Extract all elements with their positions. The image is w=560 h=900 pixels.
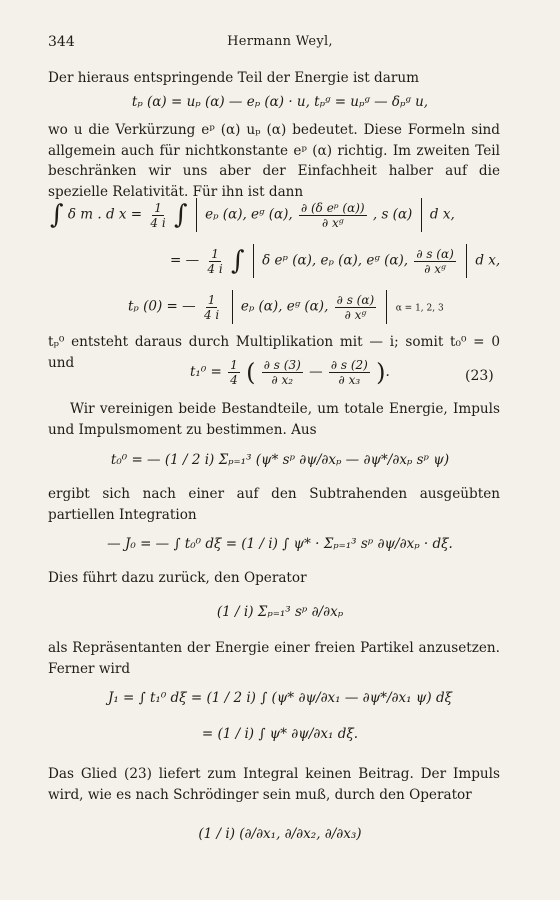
- equation-23: t₁⁰ = $\frac{1}{4}$ ( $\frac{\partial s (3)}{\text{∂ x₂}}$ — $\frac{\partial s (2)}{\text{∂ x₃}}$ ).: [190, 358, 390, 387]
- determinant-bar: [253, 244, 254, 278]
- equation-23-lhs: t₁⁰ =: [190, 364, 222, 380]
- equation-4-fraction: $\frac{\partial s (\alpha)}{\text{∂ xᵍ}}$: [336, 292, 375, 322]
- paragraph-1: Der hieraus entspringende Teil der Energie ist darum: [48, 70, 420, 86]
- equation-number-23: (23): [465, 368, 494, 384]
- equation-2-fraction: $\frac{\text{∂ (δ eᵖ (α))}}{\text{∂ xᵍ}}$: [300, 200, 365, 230]
- equals-minus: = —: [170, 252, 200, 269]
- equation-4-subscript: α = 1, 2, 3: [395, 303, 444, 314]
- fraction-1-over-4i: $\frac{1}{4 i}$: [150, 200, 166, 230]
- paragraph-6: Dies führt dazu zurück, den Operator: [48, 570, 307, 586]
- determinant-bar: [196, 198, 197, 232]
- fraction-1-over-4i: $\frac{1}{4 i}$: [203, 292, 220, 322]
- equation-3: [170, 244, 500, 278]
- paragraph-8: Das Glied (23) liefert zum Integral keinen Beitrag. Der Impuls wird, wie es nach Schrödinger sein muß, durch den Operator: [48, 766, 500, 803]
- integral-sign: ∫: [231, 246, 245, 276]
- right-paren: ): [376, 358, 386, 387]
- paragraph-7: als Repräsentanten der Energie einer freien Partikel anzusetzen. Ferner wird: [48, 640, 500, 677]
- equation-2: [50, 198, 455, 232]
- paragraph-3: tₚ⁰ entsteht daraus durch Multiplikation mit — i; somit t₀⁰ = 0 und: [48, 334, 500, 371]
- equation-9: (1 / i) (∂/∂x₁, ∂/∂x₂, ∂/∂x₃): [198, 826, 362, 842]
- equation-8b: = (1 / i) ∫ ψ* ∂ψ/∂x₁ dξ.: [201, 726, 359, 742]
- equation-3-fraction: $\frac{\partial s (\alpha)}{\text{∂ xᵍ}}$: [416, 246, 454, 276]
- determinant-bar: [232, 290, 233, 324]
- integral-sign: ∫: [50, 200, 64, 230]
- fraction-1-over-4: $\frac{1}{4}$: [230, 358, 238, 387]
- paragraph-5: ergibt sich nach einer auf den Subtrahenden ausgeübten partiellen Integration: [48, 486, 500, 523]
- equation-23-fraction-1: $\frac{\partial s (3)}{\text{∂ x₂}}$: [263, 358, 301, 387]
- equation-4: [128, 290, 444, 324]
- determinant-bar: [421, 198, 422, 232]
- equation-3-body: δ eᵖ (α), eₚ (α), eᵍ (α),: [262, 252, 409, 269]
- equation-6: — J₀ = — ∫ t₀⁰ dξ = (1 / i) ∫ ψ* · Σₚ₌₁³ sᵖ ∂ψ/∂xₚ · dξ.: [107, 536, 453, 552]
- equation-2-lhs: δ m . d x =: [67, 206, 143, 223]
- integral-sign: ∫: [173, 200, 188, 230]
- equation-1: tₚ (α) = uₚ (α) — eₚ (α) · u, tₚᵍ = uₚᵍ — δₚᵍ u,: [131, 94, 429, 110]
- minus-sign: —: [309, 364, 323, 380]
- equation-8a: J₁ = ∫ t₁⁰ dξ = (1 / 2 i) ∫ (ψ* ∂ψ/∂x₁ — ∂ψ*/∂x₁ ψ) dξ: [107, 690, 453, 706]
- page-number: 344: [48, 34, 75, 50]
- equation-2-dx: d x,: [429, 206, 455, 223]
- equation-2-tail: , s (α): [372, 206, 413, 223]
- left-paren: (: [246, 358, 256, 387]
- equation-23-fraction-2: $\frac{\partial s (2)}{\text{∂ x₃}}$: [330, 358, 368, 387]
- equation-5: t₀⁰ = — (1 / 2 i) Σₚ₌₁³ (ψ* sᵖ ∂ψ/∂xₚ — ∂ψ*/∂xₚ sᵖ ψ): [110, 452, 450, 468]
- fraction-1-over-4i: $\frac{1}{4 i}$: [207, 246, 223, 276]
- equation-2-rhs: eₚ (α), eᵍ (α),: [205, 206, 293, 223]
- equation-3-dx: d x,: [475, 252, 501, 269]
- equation-7: (1 / i) Σₚ₌₁³ sᵖ ∂/∂xₚ: [216, 604, 344, 620]
- equation-4-lhs: tₚ (0) = —: [128, 298, 196, 315]
- determinant-bar: [466, 244, 467, 278]
- running-title: Hermann Weyl,: [227, 34, 333, 49]
- paragraph-2: wo u die Verkürzung eᵖ (α) uₚ (α) bedeutet. Diese Formeln sind allgemein auch für nichtkonstante eᵖ (α) richtig. Im zweiten Teil beschränken wir uns aber der Einfachheit halber auf die spezielle Relativität. Für ihn ist dann: [48, 122, 500, 200]
- determinant-bar: [386, 290, 387, 324]
- equation-4-body: eₚ (α), eᵍ (α),: [240, 298, 329, 315]
- paragraph-4: Wir vereinigen beide Bestandteile, um totale Energie, Impuls und Impulsmoment zu bestimmen. Aus: [48, 401, 500, 438]
